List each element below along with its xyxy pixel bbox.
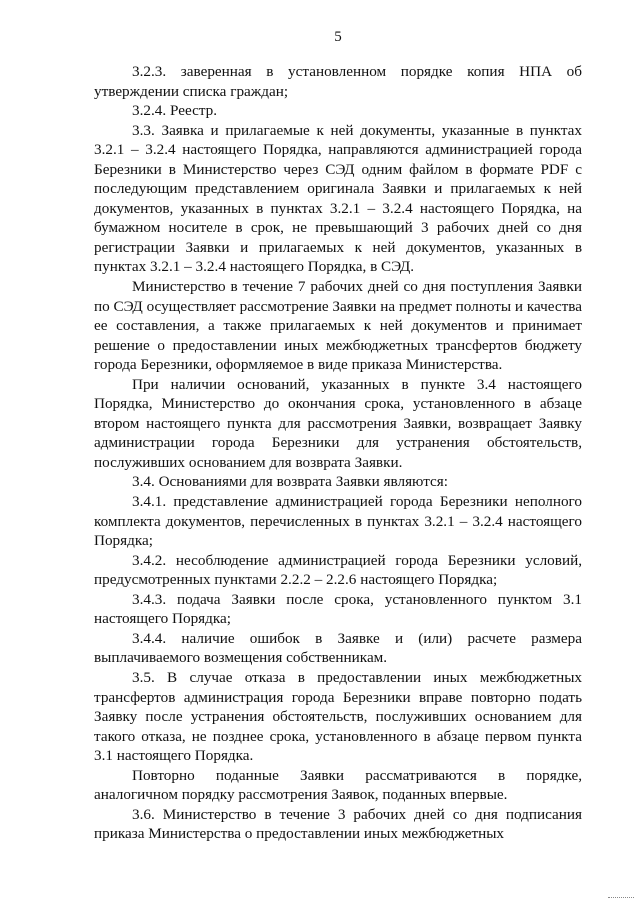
paragraph-3-2-4: 3.2.4. Реестр. [132,102,218,120]
paragraph-3-6: 3.6. Министерство в течение 3 рабочих дней со дня подписания приказа Министерства о предоставлении иных межбюджетных [94,805,582,843]
paragraph-return-grounds: При наличии оснований, указанных в пункте 3.4 настоящего Порядка, Министерство до окончания срока, установленного в абзаце втором настоящего пункта для рассмотрения Заявки, возвращает Заявку администрации города Березники для устранения обстоятельств, послуживших основанием для возврата Заявки. [94,375,582,471]
document-body [94,62,582,844]
paragraph-ministry-review: Министерство в течение 7 рабочих дней со дня поступления Заявки по СЭД осуществляет рассмотрение Заявки на предмет полноты и качества ее составления, а также прилагаемых к ней документов и принимает решение о предоставлении иных межбюджетных трансфертов бюджету города Березники, оформляемое в виде приказа Министерства. [94,278,582,374]
page-number: 5 [334,29,342,45]
paragraph-resubmission: Повторно поданные Заявки рассматриваются в порядке, аналогичном порядку рассмотрения Заявок, поданных впервые. [94,766,582,804]
paragraph-3-4-1: 3.4.1. представление администрацией города Березники неполного комплекта документов, перечисленных в пунктах 3.2.1 – 3.2.4 настоящего Порядка; [94,493,582,550]
paragraph-3-4-4: 3.4.4. наличие ошибок в Заявке и (или) расчете размера выплачиваемого возмещения собственникам. [94,629,582,667]
scan-corner-mark [608,897,634,899]
paragraph-3-4-3: 3.4.3. подача Заявки после срока, установленного пунктом 3.1 настоящего Порядка; [94,590,582,628]
paragraph-3-3: 3.3. Заявка и прилагаемые к ней документы, указанные в пунктах 3.2.1 – 3.2.4 настоящего Порядка, направляются администрацией города Березники в Министерство через СЭД одним файлом в формате PDF с последующим представлением оригинала Заявки и прилагаемых к ней документов, указанных в пунктах 3.2.1 – 3.2.4 настоящего Порядка, на бумажном носителе в срок, не превышающий 3 рабочих дней со дня регистрации Заявки и прилагаемых к ней документов, указанных в пунктах 3.2.1 – 3.2.4 настоящего Порядка, в СЭД. [94,121,582,276]
paragraph-3-2-3: 3.2.3. заверенная в установленном порядке копия НПА об утверждении списка граждан; [94,63,582,100]
paragraph-3-5: 3.5. В случае отказа в предоставлении иных межбюджетных трансфертов администрация города Березники вправе повторно подать Заявку после устранения обстоятельств, послуживших основанием для такого отказа, не позднее срока, установленного в абзаце первом пункта 3.1 настоящего Порядка. [94,668,582,765]
paragraph-3-4-2: 3.4.2. несоблюдение администрацией города Березники условий, предусмотренных пунктами 2.2.2 – 2.2.6 настоящего Порядка; [94,551,582,589]
paragraph-3-4: 3.4. Основаниями для возврата Заявки являются: [132,473,448,491]
